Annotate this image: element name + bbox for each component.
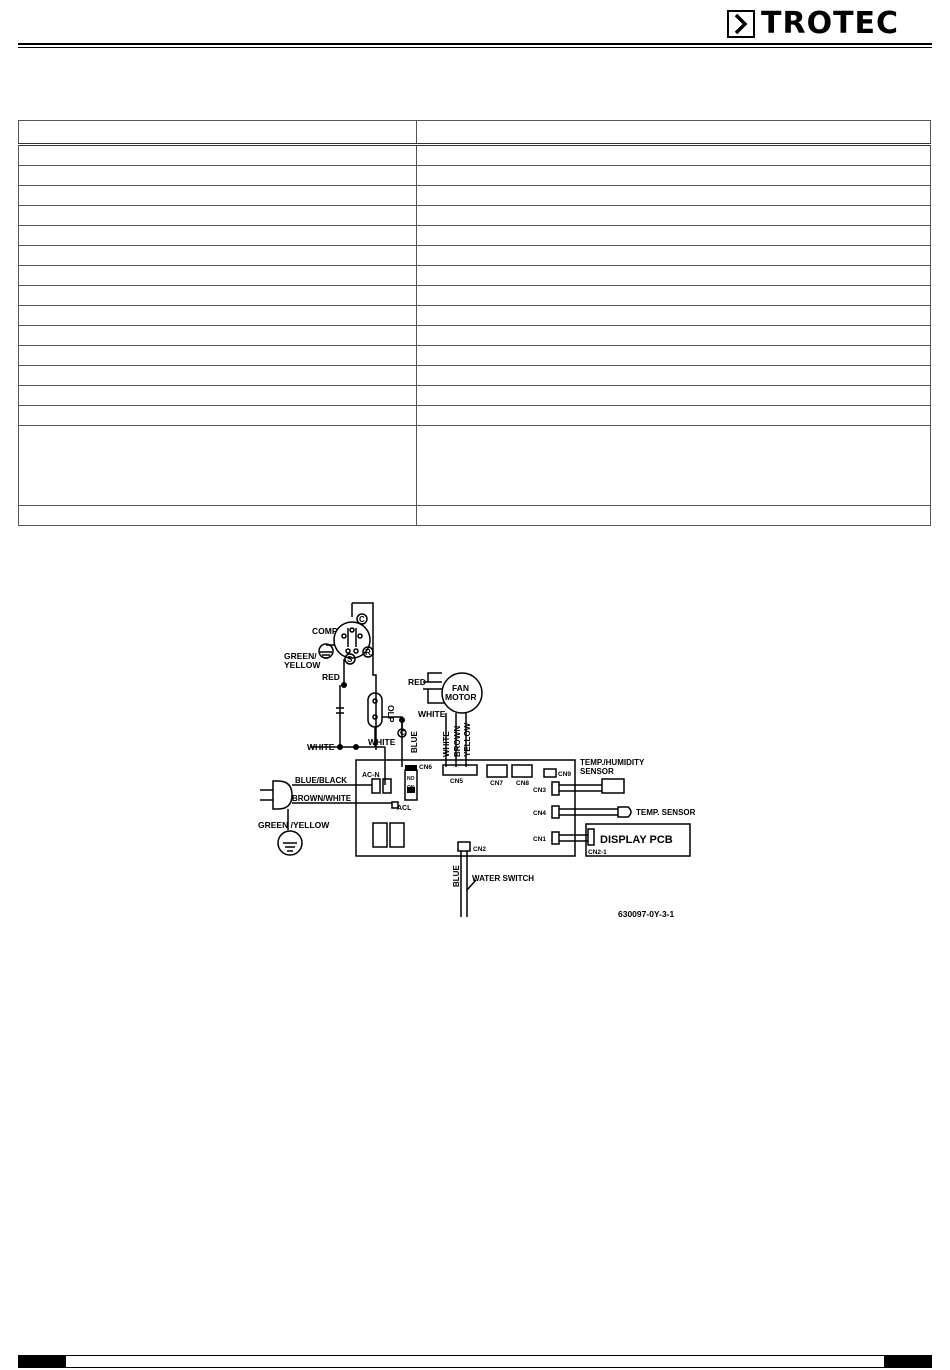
table-cell [417, 186, 931, 206]
table-cell [417, 366, 931, 386]
brown-label: BROWN [453, 725, 462, 757]
table-row [19, 326, 931, 346]
header-divider-thin [18, 47, 932, 48]
table-row [19, 406, 931, 426]
blue-label-cn6: BLUE [410, 731, 419, 753]
table-row [19, 346, 931, 366]
table-cell [19, 186, 417, 206]
table-row [19, 206, 931, 226]
table-cell [417, 406, 931, 426]
display-pcb-label: DISPLAY PCB [600, 834, 673, 846]
table-row [19, 246, 931, 266]
table-cell [19, 145, 417, 166]
red-label-comp: RED [322, 672, 340, 682]
table-cell [417, 326, 931, 346]
table-cell [19, 166, 417, 186]
temp-sensor-label: TEMP. SENSOR [636, 808, 696, 817]
table-row [19, 186, 931, 206]
temp-humidity-label-2: SENSOR [580, 767, 614, 776]
cn2-label: CN2 [473, 846, 487, 853]
table-cell [417, 386, 931, 406]
fan-label: FAN [452, 683, 469, 693]
cn1-label: CN1 [533, 836, 547, 843]
yellow-label: YELLOW [463, 722, 472, 757]
wiring-diagram [240, 595, 710, 925]
chevron-right-icon [727, 10, 755, 38]
table-cell [19, 386, 417, 406]
cn3-label: CN3 [533, 787, 547, 794]
cn6-label: CN6 [419, 764, 433, 771]
table-cell [417, 145, 931, 166]
table-row [19, 266, 931, 286]
table-row [19, 506, 931, 526]
table-cell [417, 346, 931, 366]
table-header-row [19, 121, 931, 145]
table-cell [19, 246, 417, 266]
diagram-code: 630097-0Y-3-1 [618, 909, 675, 919]
footer-bar [18, 1355, 932, 1368]
blue-black-label: BLUE/BLACK [295, 776, 347, 785]
table-cell [19, 366, 417, 386]
table-cell [19, 206, 417, 226]
table-row [19, 426, 931, 506]
table-row [19, 226, 931, 246]
table-cell [19, 506, 417, 526]
acl-label: ACL [397, 805, 412, 812]
red-label-fan: RED [408, 677, 426, 687]
footer-page-block-right [884, 1355, 932, 1368]
brand-name: TROTEC [761, 6, 900, 41]
table-header-cell [417, 121, 931, 145]
motor-label: MOTOR [445, 692, 477, 702]
table-cell [19, 326, 417, 346]
cn2-1-label: CN2-1 [588, 849, 607, 856]
olp-label: OLP [386, 705, 396, 723]
white-label-2: WHITE [368, 737, 396, 747]
header-divider [18, 43, 932, 45]
table-cell [417, 206, 931, 226]
cn8-label: CN8 [516, 780, 530, 787]
cn5-label: CN5 [450, 778, 464, 785]
table-cell [19, 426, 417, 506]
white-label-cn5: WHITE [442, 731, 451, 757]
green-yellow-plug-label: GREEN /YELLOW [258, 820, 330, 830]
spec-table [18, 120, 931, 526]
brown-white-label: BROWN/WHITE [292, 794, 352, 803]
terminal-c-label: C [359, 615, 365, 624]
table-cell [417, 166, 931, 186]
footer-page-block-left [18, 1355, 66, 1368]
cn7-label: CN7 [490, 780, 504, 787]
table-row [19, 366, 931, 386]
table-row [19, 306, 931, 326]
c-small-label: C [400, 730, 406, 737]
table-header-cell [19, 121, 417, 145]
green-yellow-label-2: YELLOW [284, 660, 321, 670]
no-label: NO [407, 776, 415, 782]
table-row [19, 166, 931, 186]
table-row [19, 145, 931, 166]
cn9-label: CN9 [558, 771, 572, 778]
ac-n-label: AC-N [362, 772, 380, 779]
table-cell [417, 306, 931, 326]
temp-humidity-label-1: TEMP./HUMIDITY [580, 758, 645, 767]
cn4-label: CN4 [533, 810, 547, 817]
table-cell [19, 406, 417, 426]
table-cell [417, 246, 931, 266]
water-switch-label: WATER SWITCH [472, 874, 535, 883]
on-label: ON [407, 785, 415, 791]
blue-label-cn2: BLUE [452, 865, 461, 887]
white-label-fan: WHITE [418, 709, 446, 719]
table-cell [417, 506, 931, 526]
terminal-s-label: S [347, 655, 353, 664]
table-cell [19, 346, 417, 366]
trotec-logo [727, 6, 933, 41]
green-yellow-label-1: GREEN/ [284, 651, 317, 661]
table-row [19, 286, 931, 306]
table-cell [19, 306, 417, 326]
white-label-1: WHITE [307, 742, 335, 752]
table-cell [417, 286, 931, 306]
table-row [19, 386, 931, 406]
comp-label: COMP [312, 626, 338, 636]
table-cell [417, 426, 931, 506]
terminal-r-label: R [365, 648, 371, 657]
table-cell [417, 266, 931, 286]
table-cell [19, 286, 417, 306]
table-cell [19, 226, 417, 246]
table-cell [417, 226, 931, 246]
table-cell [19, 266, 417, 286]
